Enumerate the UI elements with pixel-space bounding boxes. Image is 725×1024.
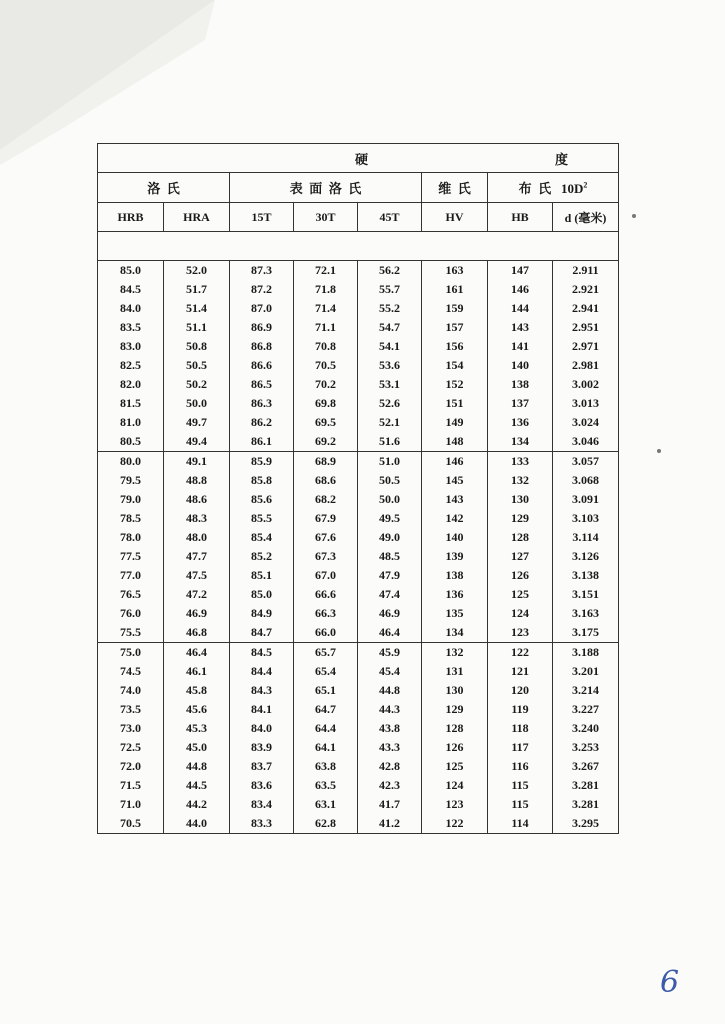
col-15t-cell: 85.4 xyxy=(230,528,294,547)
col-hb-cell: 147 xyxy=(488,261,553,281)
table-row xyxy=(98,623,619,643)
col-30t-cell: 65.4 xyxy=(294,662,358,681)
col-d-cell: 2.911 xyxy=(553,261,619,281)
col-hrb-cell: 78.5 xyxy=(98,509,164,528)
col-hrb-cell: 77.0 xyxy=(98,566,164,585)
col-30t-cell: 69.5 xyxy=(294,413,358,432)
col-hra-cell: 45.8 xyxy=(164,681,230,700)
col-45t-cell: 53.6 xyxy=(358,356,422,375)
col-45t-cell: 52.6 xyxy=(358,394,422,413)
col-d-cell: 3.002 xyxy=(553,375,619,394)
col-15t-cell: 87.3 xyxy=(230,261,294,281)
col-30t-cell: 71.4 xyxy=(294,299,358,318)
col-15t-cell: 87.0 xyxy=(230,299,294,318)
col-hb-cell: 138 xyxy=(488,375,553,394)
col-hb-cell: 121 xyxy=(488,662,553,681)
col-hv-cell: 131 xyxy=(422,662,488,681)
col-hra-cell: 48.6 xyxy=(164,490,230,509)
col-d-cell: 3.175 xyxy=(553,623,619,643)
col-hra-cell: 47.2 xyxy=(164,585,230,604)
col-hb-header: HB xyxy=(488,203,553,232)
col-45t-cell: 45.4 xyxy=(358,662,422,681)
group-rockwell: 洛 氏 xyxy=(98,173,230,203)
col-45t-cell: 47.4 xyxy=(358,585,422,604)
col-hrb-cell: 81.5 xyxy=(98,394,164,413)
col-30t-cell: 68.9 xyxy=(294,452,358,472)
col-15t-cell: 86.8 xyxy=(230,337,294,356)
spacer-row xyxy=(98,232,619,261)
col-hb-cell: 116 xyxy=(488,757,553,776)
col-hrb-cell: 71.5 xyxy=(98,776,164,795)
col-hb-cell: 119 xyxy=(488,700,553,719)
col-hv-cell: 132 xyxy=(422,643,488,663)
col-hra-cell: 50.5 xyxy=(164,356,230,375)
group-vickers: 维 氏 xyxy=(422,173,488,203)
table-row xyxy=(98,795,619,814)
col-hv-cell: 124 xyxy=(422,776,488,795)
col-15t-cell: 87.2 xyxy=(230,280,294,299)
col-45t-cell: 52.1 xyxy=(358,413,422,432)
col-15t-cell: 85.2 xyxy=(230,547,294,566)
col-hb-cell: 117 xyxy=(488,738,553,757)
col-30t-cell: 66.3 xyxy=(294,604,358,623)
brinell-load-note-sup: 2 xyxy=(583,180,588,190)
col-15t-header: 15T xyxy=(230,203,294,232)
col-hv-cell: 126 xyxy=(422,738,488,757)
col-d-cell: 3.126 xyxy=(553,547,619,566)
col-45t-cell: 55.2 xyxy=(358,299,422,318)
col-hb-cell: 143 xyxy=(488,318,553,337)
col-hv-cell: 123 xyxy=(422,795,488,814)
col-hrb-cell: 83.5 xyxy=(98,318,164,337)
table-row xyxy=(98,681,619,700)
col-hrb-cell: 73.0 xyxy=(98,719,164,738)
col-hrb-cell: 79.0 xyxy=(98,490,164,509)
col-30t-header: 30T xyxy=(294,203,358,232)
table-row xyxy=(98,566,619,585)
col-hra-cell: 46.4 xyxy=(164,643,230,663)
scan-speck xyxy=(632,214,636,218)
col-hra-cell: 52.0 xyxy=(164,261,230,281)
col-45t-cell: 53.1 xyxy=(358,375,422,394)
col-d-cell: 3.114 xyxy=(553,528,619,547)
col-hv-header: HV xyxy=(422,203,488,232)
col-hv-cell: 156 xyxy=(422,337,488,356)
col-hv-cell: 159 xyxy=(422,299,488,318)
col-hra-cell: 44.2 xyxy=(164,795,230,814)
col-hra-cell: 46.8 xyxy=(164,623,230,643)
col-d-cell: 3.295 xyxy=(553,814,619,834)
col-hra-cell: 50.8 xyxy=(164,337,230,356)
table-row xyxy=(98,452,619,472)
col-hv-cell: 161 xyxy=(422,280,488,299)
col-hra-cell: 45.6 xyxy=(164,700,230,719)
col-30t-cell: 62.8 xyxy=(294,814,358,834)
col-hb-cell: 118 xyxy=(488,719,553,738)
table-row xyxy=(98,547,619,566)
col-hb-cell: 136 xyxy=(488,413,553,432)
col-hrb-cell: 79.5 xyxy=(98,471,164,490)
col-hra-cell: 51.7 xyxy=(164,280,230,299)
col-d-cell: 2.971 xyxy=(553,337,619,356)
col-hrb-cell: 80.5 xyxy=(98,432,164,452)
col-d-cell: 3.103 xyxy=(553,509,619,528)
spacer-cell xyxy=(98,232,619,261)
page-number: 6 xyxy=(660,965,680,1000)
col-30t-cell: 64.4 xyxy=(294,719,358,738)
col-hrb-cell: 85.0 xyxy=(98,261,164,281)
table-row xyxy=(98,337,619,356)
col-d-cell: 2.941 xyxy=(553,299,619,318)
col-hb-cell: 114 xyxy=(488,814,553,834)
col-hb-cell: 144 xyxy=(488,299,553,318)
col-hv-cell: 140 xyxy=(422,528,488,547)
col-hra-cell: 45.0 xyxy=(164,738,230,757)
table-title xyxy=(98,144,619,173)
col-30t-cell: 66.6 xyxy=(294,585,358,604)
col-45t-cell: 51.0 xyxy=(358,452,422,472)
col-d-cell: 3.240 xyxy=(553,719,619,738)
col-hra-cell: 46.1 xyxy=(164,662,230,681)
col-hv-cell: 152 xyxy=(422,375,488,394)
col-hb-cell: 133 xyxy=(488,452,553,472)
col-15t-cell: 83.4 xyxy=(230,795,294,814)
col-hra-cell: 50.2 xyxy=(164,375,230,394)
table-row xyxy=(98,509,619,528)
table-row xyxy=(98,700,619,719)
col-hv-cell: 138 xyxy=(422,566,488,585)
col-hra-cell: 46.9 xyxy=(164,604,230,623)
col-45t-cell: 49.5 xyxy=(358,509,422,528)
col-hra-cell: 44.8 xyxy=(164,757,230,776)
col-30t-cell: 68.2 xyxy=(294,490,358,509)
col-15t-cell: 85.0 xyxy=(230,585,294,604)
col-30t-cell: 69.2 xyxy=(294,432,358,452)
col-hv-cell: 135 xyxy=(422,604,488,623)
col-hb-cell: 141 xyxy=(488,337,553,356)
col-d-cell: 3.046 xyxy=(553,432,619,452)
col-hra-cell: 50.0 xyxy=(164,394,230,413)
col-d-cell: 3.188 xyxy=(553,643,619,663)
col-hb-cell: 127 xyxy=(488,547,553,566)
col-hrb-cell: 74.0 xyxy=(98,681,164,700)
col-45t-cell: 45.9 xyxy=(358,643,422,663)
col-45t-cell: 47.9 xyxy=(358,566,422,585)
col-hra-cell: 49.4 xyxy=(164,432,230,452)
col-hrb-cell: 84.0 xyxy=(98,299,164,318)
col-hrb-cell: 73.5 xyxy=(98,700,164,719)
col-30t-cell: 70.2 xyxy=(294,375,358,394)
table-row xyxy=(98,585,619,604)
table-row xyxy=(98,757,619,776)
col-15t-cell: 86.5 xyxy=(230,375,294,394)
table-row xyxy=(98,413,619,432)
col-15t-cell: 84.1 xyxy=(230,700,294,719)
col-45t-cell: 54.1 xyxy=(358,337,422,356)
col-45t-cell: 55.7 xyxy=(358,280,422,299)
col-45t-cell: 54.7 xyxy=(358,318,422,337)
col-d-cell: 3.281 xyxy=(553,795,619,814)
col-hv-cell: 125 xyxy=(422,757,488,776)
col-30t-cell: 67.9 xyxy=(294,509,358,528)
title-left: 硬 xyxy=(354,151,368,167)
col-45t-cell: 41.7 xyxy=(358,795,422,814)
col-hra-cell: 48.8 xyxy=(164,471,230,490)
col-45t-cell: 56.2 xyxy=(358,261,422,281)
col-30t-cell: 70.5 xyxy=(294,356,358,375)
col-45t-cell: 46.4 xyxy=(358,623,422,643)
col-hrb-header: HRB xyxy=(98,203,164,232)
col-15t-cell: 84.0 xyxy=(230,719,294,738)
col-hv-cell: 149 xyxy=(422,413,488,432)
col-hb-cell: 122 xyxy=(488,643,553,663)
title-row xyxy=(98,144,619,173)
col-hv-cell: 134 xyxy=(422,623,488,643)
col-hra-cell: 49.7 xyxy=(164,413,230,432)
table-row xyxy=(98,356,619,375)
table-row xyxy=(98,280,619,299)
table-row xyxy=(98,662,619,681)
col-hv-cell: 128 xyxy=(422,719,488,738)
col-hrb-cell: 70.5 xyxy=(98,814,164,834)
col-45t-cell: 42.8 xyxy=(358,757,422,776)
group-brinell-label: 布 氏 xyxy=(518,181,552,196)
col-d-cell: 3.201 xyxy=(553,662,619,681)
scan-speck xyxy=(657,449,661,453)
col-hb-cell: 115 xyxy=(488,795,553,814)
group-brinell xyxy=(488,173,619,203)
col-30t-cell: 66.0 xyxy=(294,623,358,643)
col-hv-cell: 151 xyxy=(422,394,488,413)
col-hrb-cell: 75.5 xyxy=(98,623,164,643)
col-45t-cell: 42.3 xyxy=(358,776,422,795)
col-d-cell: 2.951 xyxy=(553,318,619,337)
col-hrb-cell: 83.0 xyxy=(98,337,164,356)
col-45t-cell: 44.8 xyxy=(358,681,422,700)
col-hv-cell: 146 xyxy=(422,452,488,472)
title-right: 度 xyxy=(554,151,568,167)
col-hrb-cell: 76.0 xyxy=(98,604,164,623)
col-hb-cell: 129 xyxy=(488,509,553,528)
col-hrb-cell: 76.5 xyxy=(98,585,164,604)
col-hb-cell: 134 xyxy=(488,432,553,452)
col-15t-cell: 84.3 xyxy=(230,681,294,700)
col-hv-cell: 143 xyxy=(422,490,488,509)
col-d-header: d (毫米) xyxy=(553,203,619,232)
group-header-row xyxy=(98,173,619,203)
col-15t-cell: 86.1 xyxy=(230,432,294,452)
col-d-cell: 3.138 xyxy=(553,566,619,585)
table-row xyxy=(98,490,619,509)
col-15t-cell: 86.3 xyxy=(230,394,294,413)
col-hrb-cell: 74.5 xyxy=(98,662,164,681)
col-hv-cell: 129 xyxy=(422,700,488,719)
col-hra-cell: 47.7 xyxy=(164,547,230,566)
col-45t-cell: 49.0 xyxy=(358,528,422,547)
col-30t-cell: 65.7 xyxy=(294,643,358,663)
col-hv-cell: 122 xyxy=(422,814,488,834)
col-15t-cell: 85.8 xyxy=(230,471,294,490)
col-d-cell: 3.267 xyxy=(553,757,619,776)
col-hrb-cell: 78.0 xyxy=(98,528,164,547)
col-hv-cell: 157 xyxy=(422,318,488,337)
col-15t-cell: 84.9 xyxy=(230,604,294,623)
col-15t-cell: 85.9 xyxy=(230,452,294,472)
group-superficial-rockwell: 表 面 洛 氏 xyxy=(230,173,422,203)
col-45t-cell: 43.3 xyxy=(358,738,422,757)
col-hv-cell: 145 xyxy=(422,471,488,490)
col-hrb-cell: 72.5 xyxy=(98,738,164,757)
col-d-cell: 3.253 xyxy=(553,738,619,757)
col-30t-cell: 71.1 xyxy=(294,318,358,337)
col-hra-cell: 44.5 xyxy=(164,776,230,795)
col-d-cell: 3.091 xyxy=(553,490,619,509)
col-hv-cell: 136 xyxy=(422,585,488,604)
col-hv-cell: 130 xyxy=(422,681,488,700)
col-hra-cell: 48.0 xyxy=(164,528,230,547)
table-row xyxy=(98,776,619,795)
col-hrb-cell: 72.0 xyxy=(98,757,164,776)
col-hv-cell: 154 xyxy=(422,356,488,375)
col-15t-cell: 84.4 xyxy=(230,662,294,681)
col-30t-cell: 63.1 xyxy=(294,795,358,814)
col-hra-cell: 49.1 xyxy=(164,452,230,472)
col-15t-cell: 86.9 xyxy=(230,318,294,337)
col-30t-cell: 69.8 xyxy=(294,394,358,413)
col-45t-cell: 50.5 xyxy=(358,471,422,490)
col-hb-cell: 126 xyxy=(488,566,553,585)
col-hra-cell: 45.3 xyxy=(164,719,230,738)
col-d-cell: 3.163 xyxy=(553,604,619,623)
col-45t-cell: 41.2 xyxy=(358,814,422,834)
col-hrb-cell: 71.0 xyxy=(98,795,164,814)
col-hv-cell: 148 xyxy=(422,432,488,452)
col-hb-cell: 130 xyxy=(488,490,553,509)
table-row xyxy=(98,394,619,413)
col-d-cell: 3.013 xyxy=(553,394,619,413)
table-row xyxy=(98,432,619,452)
table-row xyxy=(98,604,619,623)
col-d-cell: 2.981 xyxy=(553,356,619,375)
col-hb-cell: 123 xyxy=(488,623,553,643)
col-45t-cell: 46.9 xyxy=(358,604,422,623)
col-hb-cell: 124 xyxy=(488,604,553,623)
col-hrb-cell: 81.0 xyxy=(98,413,164,432)
table-row xyxy=(98,375,619,394)
col-d-cell: 3.214 xyxy=(553,681,619,700)
col-45t-cell: 50.0 xyxy=(358,490,422,509)
col-30t-cell: 63.8 xyxy=(294,757,358,776)
col-30t-cell: 67.3 xyxy=(294,547,358,566)
col-hra-cell: 47.5 xyxy=(164,566,230,585)
col-hv-cell: 139 xyxy=(422,547,488,566)
col-15t-cell: 84.5 xyxy=(230,643,294,663)
col-hb-cell: 115 xyxy=(488,776,553,795)
col-15t-cell: 86.6 xyxy=(230,356,294,375)
hardness-conversion-table xyxy=(97,143,619,834)
col-45t-cell: 43.8 xyxy=(358,719,422,738)
col-15t-cell: 83.3 xyxy=(230,814,294,834)
col-hrb-cell: 84.5 xyxy=(98,280,164,299)
table-row xyxy=(98,528,619,547)
table-row xyxy=(98,318,619,337)
col-hb-cell: 128 xyxy=(488,528,553,547)
col-15t-cell: 83.9 xyxy=(230,738,294,757)
col-30t-cell: 67.6 xyxy=(294,528,358,547)
col-30t-cell: 65.1 xyxy=(294,681,358,700)
col-45t-header: 45T xyxy=(358,203,422,232)
table-row xyxy=(98,643,619,663)
col-30t-cell: 64.1 xyxy=(294,738,358,757)
col-30t-cell: 63.5 xyxy=(294,776,358,795)
col-30t-cell: 70.8 xyxy=(294,337,358,356)
col-d-cell: 3.227 xyxy=(553,700,619,719)
col-d-cell: 2.921 xyxy=(553,280,619,299)
col-hrb-cell: 82.5 xyxy=(98,356,164,375)
col-hv-cell: 163 xyxy=(422,261,488,281)
col-d-cell: 3.068 xyxy=(553,471,619,490)
col-d-cell: 3.057 xyxy=(553,452,619,472)
col-15t-cell: 85.5 xyxy=(230,509,294,528)
col-hb-cell: 125 xyxy=(488,585,553,604)
col-hb-cell: 140 xyxy=(488,356,553,375)
col-hra-header: HRA xyxy=(164,203,230,232)
col-45t-cell: 48.5 xyxy=(358,547,422,566)
col-d-cell: 3.281 xyxy=(553,776,619,795)
col-hra-cell: 44.0 xyxy=(164,814,230,834)
col-45t-cell: 44.3 xyxy=(358,700,422,719)
col-hrb-cell: 80.0 xyxy=(98,452,164,472)
col-15t-cell: 85.1 xyxy=(230,566,294,585)
table-row xyxy=(98,738,619,757)
col-hra-cell: 51.1 xyxy=(164,318,230,337)
col-15t-cell: 84.7 xyxy=(230,623,294,643)
col-30t-cell: 72.1 xyxy=(294,261,358,281)
col-d-cell: 3.151 xyxy=(553,585,619,604)
col-hra-cell: 48.3 xyxy=(164,509,230,528)
table-row xyxy=(98,299,619,318)
table-row xyxy=(98,261,619,281)
col-hb-cell: 120 xyxy=(488,681,553,700)
col-hb-cell: 146 xyxy=(488,280,553,299)
col-30t-cell: 68.6 xyxy=(294,471,358,490)
col-15t-cell: 83.7 xyxy=(230,757,294,776)
col-15t-cell: 83.6 xyxy=(230,776,294,795)
col-hrb-cell: 75.0 xyxy=(98,643,164,663)
col-hb-cell: 132 xyxy=(488,471,553,490)
col-30t-cell: 64.7 xyxy=(294,700,358,719)
brinell-load-note: 10D xyxy=(560,181,584,196)
col-hv-cell: 142 xyxy=(422,509,488,528)
col-hrb-cell: 77.5 xyxy=(98,547,164,566)
table-row xyxy=(98,814,619,834)
col-15t-cell: 86.2 xyxy=(230,413,294,432)
table-row xyxy=(98,471,619,490)
column-header-row xyxy=(98,203,619,232)
col-45t-cell: 51.6 xyxy=(358,432,422,452)
col-hb-cell: 137 xyxy=(488,394,553,413)
col-hrb-cell: 82.0 xyxy=(98,375,164,394)
table-row xyxy=(98,719,619,738)
col-15t-cell: 85.6 xyxy=(230,490,294,509)
col-30t-cell: 67.0 xyxy=(294,566,358,585)
col-hra-cell: 51.4 xyxy=(164,299,230,318)
col-30t-cell: 71.8 xyxy=(294,280,358,299)
col-d-cell: 3.024 xyxy=(553,413,619,432)
